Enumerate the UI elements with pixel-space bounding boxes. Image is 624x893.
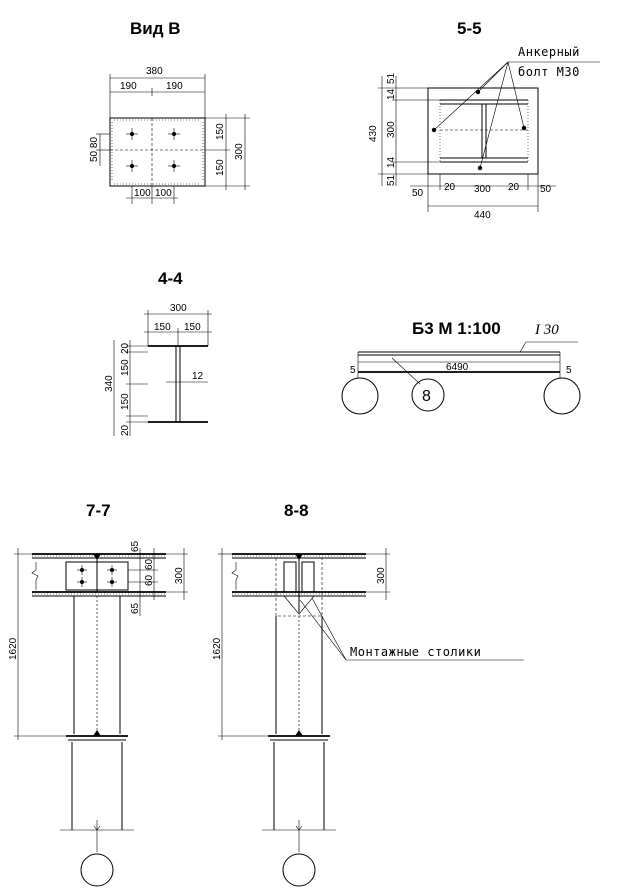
section-7-7-title: 7-7 — [86, 501, 111, 520]
base-plate — [110, 118, 205, 186]
dim-text: 190 — [166, 81, 183, 92]
section-4-4 — [104, 269, 212, 436]
base-plate — [428, 88, 538, 174]
dim-text: 20 — [120, 424, 131, 436]
dim-text: 440 — [474, 210, 491, 221]
dim-text: 300 — [170, 303, 187, 314]
dim-text: 60 — [144, 574, 155, 586]
dim-text: 20 — [444, 182, 456, 193]
dim-text: 5 — [566, 365, 572, 376]
dim-text: 150 — [120, 393, 131, 410]
dim-text: 1620 — [8, 637, 19, 660]
dim-text: 300 — [474, 184, 491, 195]
dim-text: 60 — [144, 558, 155, 570]
beam-b3 — [342, 319, 580, 414]
dim-text: 150 — [184, 322, 201, 333]
section-8-8 — [212, 501, 524, 886]
dim-text: 1620 — [212, 637, 223, 660]
view-b — [89, 19, 250, 204]
dim-text: 100 — [134, 188, 151, 199]
section-5-5 — [368, 19, 600, 221]
dim-text: 430 — [368, 125, 379, 142]
dim-text: 20 — [508, 182, 520, 193]
dim-text: 150 — [215, 159, 226, 176]
anchor-label-1: Анкерный — [518, 45, 580, 59]
section-8-8-title: 8-8 — [284, 501, 309, 520]
dim-text: 65 — [130, 540, 141, 552]
dim-text: 50 — [412, 188, 424, 199]
dim-text: 20 — [120, 342, 131, 354]
item-number: 8 — [422, 388, 431, 405]
support-left — [342, 378, 378, 414]
dim-text: 51 — [386, 72, 397, 84]
dim-text: 300 — [376, 567, 387, 584]
dim-text: 51 — [386, 174, 397, 186]
support-right — [544, 378, 580, 414]
dim-text: 150 — [154, 322, 171, 333]
dim-text: 150 — [215, 123, 226, 140]
dim-text: 14 — [386, 88, 397, 100]
dim-text: 300 — [386, 121, 397, 138]
dim-text: 380 — [146, 66, 163, 77]
dim-text: 150 — [120, 359, 131, 376]
mount-tables-label: Монтажные столики — [350, 645, 482, 659]
anchor-label-2: болт М30 — [518, 65, 580, 79]
dim-text: 300 — [234, 143, 245, 160]
dim-text: 14 — [386, 156, 397, 168]
view-b-title: Вид В — [130, 19, 181, 38]
section-7-7 — [8, 501, 188, 886]
dim-text: 100 — [155, 188, 172, 199]
dim-text: 5 — [350, 365, 356, 376]
dim-text: 340 — [104, 375, 115, 392]
section-5-5-title: 5-5 — [457, 19, 482, 38]
dim-text: 50 80 — [89, 136, 100, 162]
section-4-4-title: 4-4 — [158, 269, 183, 288]
beam-b3-title: Б3 М 1:100 — [412, 319, 501, 338]
axis-marker — [81, 854, 113, 886]
dim-text: 50 — [540, 184, 552, 195]
axis-marker — [283, 854, 315, 886]
dim-text: 190 — [120, 81, 137, 92]
dim-text: 300 — [174, 567, 185, 584]
dim-text: 6490 — [446, 362, 469, 373]
dim-text: 65 — [130, 602, 141, 614]
dim-text: 12 — [192, 371, 204, 382]
profile-label: I 30 — [535, 322, 559, 338]
